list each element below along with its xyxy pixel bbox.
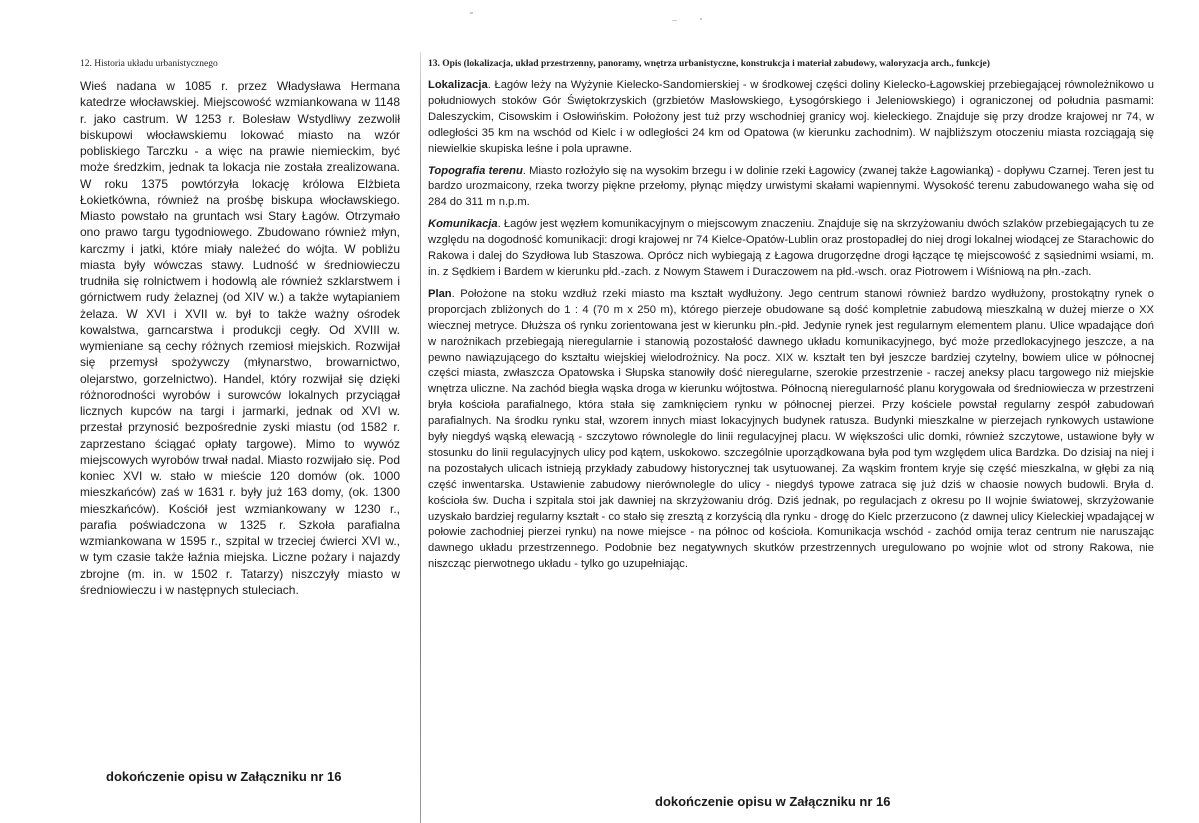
paragraph-label: Lokalizacja: [428, 79, 488, 91]
right-section-heading: 13. Opis (lokalizacja, układ przestrzenny, panoramy, wnętrza urbanistyczne, konstrukcja i materiał zabudowy, waloryzacja arch., funkcje): [428, 59, 990, 69]
right-footer-note: dokończenie opisu w Załączniku nr 16: [655, 794, 891, 809]
right-column: [428, 58, 1154, 579]
scan-mark: [700, 18, 702, 20]
history-text: Wieś nadana w 1085 r. przez Władysława Hermana katedrze włocławskiej. Miejscowość wzmiankowana w 1148 r. jako castrum. W 1253 r. Bolesław Wstydliwy zezwolił biskupowi włocławskiemu lokować miasto na wzór pobliskiego Tarczku - a więc na prawie niemieckim, być może średzkim, jednak ta lokacja nie została zrealizowana. W roku 1375 powtórzyła lokację królowa Elżbieta Łokietkówna, również na prośbę biskupa włocławskiego. Miasto powstało na gruntach wsi Stary Łagów. Otrzymało ono prawo targu tygodniowego. Zbudowano również młyn, karczmy i jatki, które miały należeć do wójta. W pobliżu miasta były wówczas stawy. Ludność w średniowieczu trudniła się rolnictwem i hodowlą ale również szklarstwem i górnictwem rudy żelaznej (od XIV w.) a także wytapianiem żelaza. W XVI i XVII w. był to także ważny ośrodek kowalstwa, garncarstwa i produkcji cegły. Od XVIII w. wymieniane są cechy różnych rzemiosł miejskich. Rozwijał się przemysł spożywczy (młynarstwo, browarnictwo, olejarstwo, gorzelnictwo). Handel, który rozwijał się dzięki różnorodności wyrobów i surowców lokalnych przyciągał licznych kupców na targi i jarmarki, jednak od XVI w. przestał przynosić bezpośrednie zyski miastu (od 1582 r. zaprzestano ściągać opłaty targowe). Mimo to wywóz miejscowych wyrobów trwał nadal. Miasto rozwijało się. Pod koniec XVI w. stało w mieście 120 domów (ok. 1000 mieszkańców) zaś w 1631 r. były już 163 domy, (ok. 1300 mieszkańców). Kościół jest wzmiankowany w 1230 r., parafia poświadczona w 1325 r. Szkoła parafialna wzmiankowana w 1595 r., szpital w trzeciej ćwierci XVI w., w tym czasie także łaźnia miejska. Liczne pożary i najazdy zbrojne (m. in. w 1502 r. Tatarzy) niszczyły miasto w średniowieczu i w następnych stuleciach.: [80, 79, 400, 597]
description-text: [428, 78, 1154, 573]
left-footer-note: dokończenie opisu w Załączniku nr 16: [106, 769, 342, 784]
paragraph-body: Miasto rozłożyło się na wysokim brzegu i w dolinie rzeki Łagowicy (zwanej także Łagowianką) - dopływu Czarnej. Teren jest tu bardzo urozmaicony, rzeka tworzy piękne przełomy, płynąc między urwistymi skałami wapiennymi. Wysokość terenu zabudowanego waha się od 284 do 311 m n.p.m.: [428, 164, 1154, 209]
paragraph-topografia: Topografia terenu. Miasto rozłożyło się na wysokim brzegu i w dolinie rzeki Łagowicy (zwanej także Łagowianką) - dopływu Czarnej. Teren jest tu bardzo urozmaicony, rzeka tworzy piękne przełomy, płynąc między urwistymi skałami wapiennymi. Wysokość terenu zabudowanego waha się od 284 do 311 m n.p.m.: [428, 164, 1154, 209]
paragraph-body: Łagów leży na Wyżynie Kielecko-Sandomierskiej - w środkowej części doliny Kielecko-Łagowskiej przebiegającej równoleżnikowo u południowych stoków Gór Świętokrzyskich (grzbietów Masłowskiego, Łysogórskiego i Jeleniowskiego) i ograniczonej od południa pasmami: Daleszyckim, Cisowskim i Osłowińskim. Położony jest tuż przy wschodniej granicy woj. kieleckiego. Znajduje się przy drodze krajowej nr 74, w odległości 35 km na wschód od Kielc i w odległości 24 km od Opatowa (w kierunku zachodnim). W najbliższym otoczeniu miasta rozciągają się niewielkie skupiska leśne i pola uprawne.: [428, 79, 1154, 155]
left-section-heading: 12. Historia układu urbanistycznego: [80, 59, 218, 69]
page-fold-line: [420, 52, 421, 823]
scan-mark: [672, 20, 677, 21]
paragraph-plan: Plan. Położone na stoku wzdłuż rzeki miasto ma kształt wydłużony. Jego centrum stanowi również bardzo wydłużony, prostokątny rynek o proporcjach zbliżonych do 1 : 4 (70 m x 250 m), którego pierzeje obudowane są dość kompletnie zabudową mieszkalną w dużej mierze o XX wiecznej metryce. Dłuższa oś rynku zorientowana jest w kierunku płn.-płd. Jedynie rynek jest regularnym elementem planu. Ulice wpadające doń w narożnikach przebiegają nieregularnie i stanowią pozostałość dawnego układu komunikacyjnego, być może przedlokacyjnego jeszcze, a na pewno nawiązującego do kształtu wiejskiej wielodrożnicy. Na pocz. XIX w. kształt ten był jeszcze bardziej czytelny, bowiem ulice w północnej części miasta, zwłaszcza Opatowska i Słupska stanowiły dość nieregularne, szerokie przestrzenie - raczej aneksy placu targowego niż miejskie wnętrza uliczne. Na zachód biegła wąska droga w kierunku wójtostwa. Północną nieregularność planu korygowała od średniowiecza w przestrzeni bryła kościoła parafialnego, która stała się zamknięciem rynku w północnej pierzei. Przy kościele powstał regularny zespół zabudowań parafialnych. Na środku rynku stał, wzorem innych miast lokacyjnych budynek ratusza. Budynki mieszkalne w pierzejach rynkowych ustawione były niegdyś wąską elewacją - szczytowo równolegle do linii regulacyjnej placu. W większości ulic domki, również szczytowe, ustawione były w stosunku do linii regulacyjnych ulicy pod kątem, uskokowo. szczególnie uporządkowana była pod tym względem ulica Bardzka. Do dzisiaj na niej i na pozostałych ulicach istnieją przykłady zabudowy historycznej tak usytuowanej. Za wąskim frontem kryje się część mieszkalna, w głębi za nią część inwentarska. Ustawienie zabudowy nierównolegle do ulicy - niegdyś typowe zatraca się już dziś w chaosie nowych budowli. Bryła d. kościoła św. Ducha i szpitala stoi jak dawniej na skrzyżowaniu dróg. Dziś jednak, po regulacjach z okresu po II wojnie światowej, skrzyżowanie uzyskało bardziej regularny kształt - co stało się zresztą z korzyścią dla rynku - drogę do Kielc przerzucono (z dawnej ulicy Kieleckiej wpadającej w połowie zachodniej pierzei rynku) na nowe miejsce - na północ od kościoła. Komunikacja wschód - zachód omija teraz centrum nie naruszając dawnego układu przestrzennego. Podobnie bez negatywnych skutków przestrzennych uregulowano po wojnie wlot od strony Rakowa, nie niszcząc pierwotnego układu - tylko go uzupełniając.: [428, 287, 1155, 571]
left-column: [80, 58, 400, 598]
paragraph-komunikacja: Komunikacja. Łagów jest węzłem komunikacyjnym o miejscowym znaczeniu. Znajduje się na skrzyżowaniu dwóch szlaków przebiegających tu ze względu na dogodność komunikacji: drogi krajowej nr 74 Kielce-Opatów-Lublin oraz prostopadłej do niej drogi lokalnej wiodącej ze Starachowic do Rakowa i dalej do Szydłowa lub Staszowa. Oprócz nich wybiegają z Łagowa drugorzędne drogi łączące tę miejscowość z sąsiednimi wsiami, m. in. z Sędkiem i Bardem w kierunku płd.-zach. z Nowym Stawem i Duraczowem na płd.-wsch. oraz Piotrowem i Wiśniową na płn.-zach.: [428, 218, 1154, 278]
paragraph-body: Łagów jest węzłem komunikacyjnym o miejscowym znaczeniu. Znajduje się na skrzyżowaniu dwóch szlaków przebiegających tu ze względu na dogodność komunikacji: drogi krajowej nr 74 Kielce-Opatów-Lublin oraz prostopadłej do niej drogi lokalnej wiodącej ze Starachowic do Rakowa i dalej do Szydłowa lub Staszowa. Oprócz nich wybiegają z Łagowa drugorzędne drogi łączące tę miejscowość z sąsiednimi wsiami, m. in. z Sędkiem i Bardem w kierunku płd.-zach. z Nowym Stawem i Duraczowem na płd.-wsch. oraz Piotrowem i Wiśniową na płn.-zach.: [428, 218, 1154, 278]
paragraph-label: Plan: [428, 287, 452, 300]
paragraph-label: Topografia terenu: [428, 164, 523, 177]
paragraph-body: Położone na stoku wzdłuż rzeki miasto ma kształt wydłużony. Jego centrum stanowi również bardzo wydłużony, prostokątny rynek o proporcjach zbliżonych do 1 : 4 (70 m x 250 m), którego pierzeje obudowane są dość kompletnie zabudową mieszkalną w dużej mierze o XX wiecznej metryce. Dłuższa oś rynku zorientowana jest w kierunku płn.-płd. Jedynie rynek jest regularnym elementem planu. Ulice wpadające doń w narożnikach przebiegają nieregularnie i stanowią pozostałość dawnego układu komunikacyjnego, być może przedlokacyjnego jeszcze, a na pewno nawiązującego do kształtu wiejskiej wielodrożnicy. Na pocz. XIX w. kształt ten był jeszcze bardziej czytelny, bowiem ulice w północnej części miasta, zwłaszcza Opatowska i Słupska stanowiły dość nieregularne, szerokie przestrzenie - raczej aneksy placu targowego niż miejskie wnętrza uliczne. Na zachód biegła wąska droga w kierunku wójtostwa. Północną nieregularność planu korygowała od średniowiecza w przestrzeni bryła kościoła parafialnego, która stała się zamknięciem rynku w północnej pierzei. Przy kościele powstał regularny zespół zabudowań parafialnych. Na środku rynku stał, wzorem innych miast lokacyjnych budynek ratusza. Budynki mieszkalne w pierzejach rynkowych ustawione były niegdyś wąską elewacją - szczytowo równolegle do linii regulacyjnej placu. W większości ulic domki, również szczytowe, ustawione były w stosunku do linii regulacyjnych ulicy pod kątem, uskokowo. szczególnie uporządkowana była pod tym względem ulica Bardzka. Do dzisiaj na niej i na pozostałych ulicach istnieją przykłady zabudowy historycznej tak usytuowanej. Za wąskim frontem kryje się część mieszkalna, w głębi za nią część inwentarska. Ustawienie zabudowy nierównolegle do ulicy - niegdyś typowe zatraca się już dziś w chaosie nowych budowli. Bryła d. kościoła św. Ducha i szpitala stoi jak dawniej na skrzyżowaniu dróg. Dziś jednak, po regulacjach z okresu po II wojnie światowej, skrzyżowanie uzyskało bardziej regularny kształt - co stało się zresztą z korzyścią dla rynku - drogę do Kielc przerzucono (z dawnej ulicy Kieleckiej wpadającej w połowie zachodniej pierzei rynku) na nowe miejsce - na północ od kościoła. Komunikacja wschód - zachód omija teraz centrum nie naruszając dawnego układu przestrzennego. Podobnie bez negatywnych skutków przestrzennych uregulowano po wojnie wlot od strony Rakowa, nie niszcząc pierwotnego układu - tylko go uzupełniając.: [428, 287, 1155, 571]
paragraph-lokalizacja: Lokalizacja. Łagów leży na Wyżynie Kielecko-Sandomierskiej - w środkowej części doliny Kielecko-Łagowskiej przebiegającej równoleżnikowo u południowych stoków Gór Świętokrzyskich (grzbietów Masłowskiego, Łysogórskiego i Jeleniowskiego) i ograniczonej od południa pasmami: Daleszyckim, Cisowskim i Osłowińskim. Położony jest tuż przy wschodniej granicy woj. kieleckiego. Znajduje się przy drodze krajowej nr 74, w odległości 35 km na wschód od Kielc i w odległości 24 km od Opatowa (w kierunku zachodnim). W najbliższym otoczeniu miasta rozciągają się niewielkie skupiska leśne i pola uprawne.: [428, 79, 1154, 155]
scan-mark: [470, 12, 473, 14]
paragraph-label: Komunikacja: [428, 218, 498, 231]
